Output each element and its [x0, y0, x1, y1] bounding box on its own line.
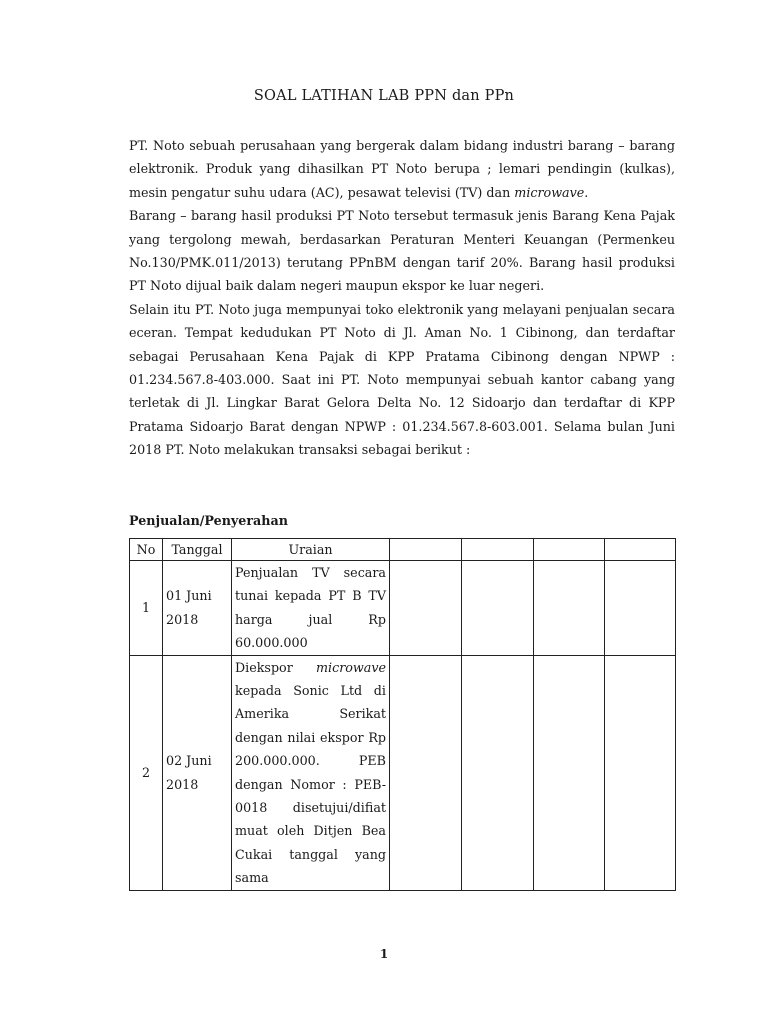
table-row [130, 561, 676, 656]
row-description [232, 655, 390, 890]
empty-cell [390, 561, 462, 656]
empty-cell [605, 561, 676, 656]
paragraph-3: Selain itu PT. Noto juga mempunyai toko elektronik yang melayani penjualan secara eceran. Tempat kedudukan PT Noto di Jl. Aman No. 1 Cibinong, dan terdaftar sebagai Perusahaan Kena Pajak di KPP Pratama Cibinong dengan NPWP : 01.234.567.8-403.000. Saat ini PT. Noto mempunyai sebuah kantor cabang yang terletak di Jl. Lingkar Barat Gelora Delta No. 12 Sidoarjo dan terdaftar di KPP Pratama Sidoarjo Barat dengan NPWP : 01.234.567.8-603.001. Selama bulan Juni 2018 PT. Noto melakukan transaksi sebagai berikut : [129, 301, 675, 458]
body-text [129, 134, 675, 462]
row-description-rest: kepada Sonic Ltd di Amerika Serikat dengan nilai ekspor Rp 200.000.000. PEB dengan Nomor : PEB-0018 disetujui/difiat muat oleh Ditjen Bea Cukai tanggal yang sama [235, 683, 386, 886]
column-header-empty [462, 539, 534, 561]
transactions-table [129, 538, 676, 891]
paragraph-1 [129, 134, 675, 204]
row-date: 01 Juni 2018 [163, 561, 232, 656]
empty-cell [390, 655, 462, 890]
document-title: SOAL LATIHAN LAB PPN dan PPn [253, 88, 515, 104]
row-description [232, 561, 390, 656]
row-description-italic: microwave [316, 659, 386, 675]
table-header-row [130, 539, 676, 561]
page-number: 1 [379, 947, 389, 961]
paragraph-1-text: PT. Noto sebuah perusahaan yang bergerak dalam bidang industri barang – barang elektronik. Produk yang dihasilkan PT Noto berupa ; lemari pendingin (kulkas), mesin pengatur suhu udara (AC), pesawat televisi (TV) dan [129, 138, 675, 200]
paragraph-2: Barang – barang hasil produksi PT Noto tersebut termasuk jenis Barang Kena Pajak yang tergolong mewah, berdasarkan Peraturan Menteri Keuangan (Permenkeu No.130/PMK.011/2013) terutang PPnBM dengan tarif 20%. Barang hasil produksi PT Noto dijual baik dalam negeri maupun ekspor ke luar negeri. [129, 208, 675, 294]
column-header-empty [534, 539, 605, 561]
row-number: 2 [130, 655, 163, 890]
column-header-empty [605, 539, 676, 561]
empty-cell [462, 561, 534, 656]
empty-cell [462, 655, 534, 890]
column-header-no: No [130, 539, 163, 561]
row-date: 02 Juni 2018 [163, 655, 232, 890]
column-header-uraian: Uraian [232, 539, 390, 561]
column-header-empty [390, 539, 462, 561]
paragraph-1-italic: microwave [514, 184, 585, 200]
section-heading: Penjualan/Penyerahan [129, 513, 288, 528]
column-header-tanggal: Tanggal [163, 539, 232, 561]
row-number: 1 [130, 561, 163, 656]
empty-cell [605, 655, 676, 890]
empty-cell [534, 655, 605, 890]
row-description-text: Penjualan TV secara tunai kepada PT B TV harga jual Rp 60.000.000 [235, 565, 386, 651]
empty-cell [534, 561, 605, 656]
row-description-text: Diekspor [235, 659, 316, 675]
table-row [130, 655, 676, 890]
paragraph-1-end: . [584, 184, 589, 200]
